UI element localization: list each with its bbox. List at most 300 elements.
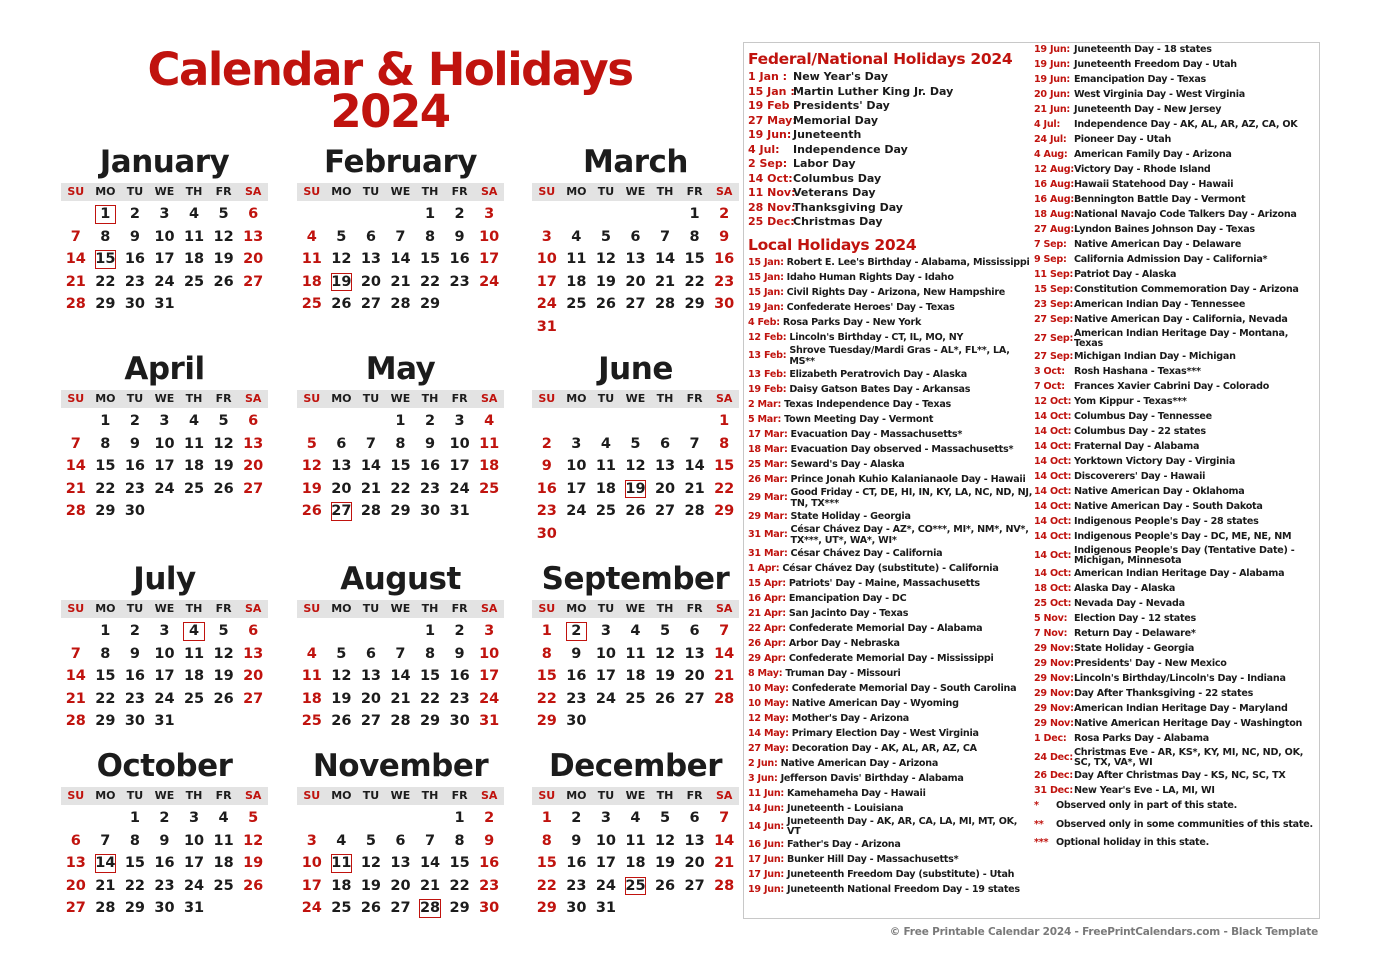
holiday-day-cell: 28 <box>415 897 445 920</box>
day-cell: 12 <box>213 645 234 662</box>
day-cell: 4 <box>218 810 229 826</box>
empty-cell <box>61 807 91 830</box>
day-cell: 5 <box>218 413 229 429</box>
holiday-name: American Indian Heritage Day - Alabama <box>1074 568 1285 580</box>
holiday-name: Juneteenth Freedom Day - Utah <box>1074 59 1237 71</box>
weekday-label: WE <box>625 185 646 198</box>
holiday-date: 14 Oct: <box>1034 441 1072 453</box>
day-cell: 6 <box>248 623 259 639</box>
holiday-date: 16 Jun: <box>748 838 785 850</box>
holiday-date: 27 May: <box>748 113 797 127</box>
holiday-date: 11 Jun: <box>748 787 785 799</box>
day-cell: 3 <box>541 228 552 245</box>
day-cell: 19 <box>654 668 676 685</box>
day-cell: 28 <box>714 690 735 707</box>
day-cell: 27 <box>684 690 705 707</box>
weekday-label: SA <box>715 185 733 198</box>
holiday-date: 15 Jan: <box>748 271 784 283</box>
holiday-date: 17 Jun: <box>748 868 785 880</box>
holiday-date: 11 Nov: <box>748 186 796 199</box>
day-cell: 11 <box>183 645 205 662</box>
holiday-row <box>748 428 1033 443</box>
holiday-date: 25 Mar: <box>748 458 788 470</box>
day-cell: 3 <box>159 206 170 222</box>
holiday-row <box>1034 627 1318 642</box>
day-cell: 13 <box>684 832 705 849</box>
empty-cell <box>591 203 621 226</box>
holiday-day-cell: 19 <box>621 478 651 501</box>
holiday-name: Indigenous People's Day - DC, ME, NE, NM <box>1074 531 1292 543</box>
day-cell: 12 <box>301 458 322 475</box>
day-cell: 30 <box>124 296 145 313</box>
holiday-row <box>1034 485 1318 500</box>
empty-cell <box>61 620 91 643</box>
day-cell: 27 <box>684 877 705 894</box>
holiday-row <box>748 577 1033 592</box>
day-cell: 13 <box>65 855 86 872</box>
holiday-column-left <box>748 48 1033 898</box>
day-cell: 22 <box>419 690 441 707</box>
day-cell: 17 <box>595 855 616 872</box>
holiday-name: Independence Day <box>793 142 908 156</box>
holiday-row <box>748 346 1033 368</box>
holiday-name: Columbus Day - Tennessee <box>1074 411 1212 423</box>
holiday-name: Emancipation Day - DC <box>788 592 907 604</box>
holiday-date: 19 Feb: <box>748 383 787 395</box>
holiday-name: American Indian Heritage Day - Maryland <box>1074 703 1288 715</box>
day-grid <box>297 410 504 523</box>
holiday-name: Bennington Battle Day - Vermont <box>1074 194 1246 206</box>
holiday-name: Return Day - Delaware* <box>1074 628 1196 640</box>
holiday-date: 29 Mar: <box>748 510 788 522</box>
day-cell: 22 <box>714 480 735 497</box>
day-cell: 18 <box>183 668 205 685</box>
day-cell: 23 <box>154 877 175 894</box>
holiday-day-cell: 11 <box>327 852 357 875</box>
day-cell: 21 <box>684 480 705 497</box>
holiday-name: Native American Day - Oklahoma <box>1074 486 1245 498</box>
holiday-row <box>1034 118 1318 133</box>
holiday-day-cell: 4 <box>179 620 209 643</box>
empty-cell <box>386 807 416 830</box>
weekday-label: TU <box>362 789 380 802</box>
day-cell: 4 <box>600 435 611 452</box>
day-cell: 9 <box>454 228 465 245</box>
day-cell: 15 <box>449 855 470 872</box>
day-cell: 1 <box>100 623 111 639</box>
local-holidays-title: Local Holidays 2024 <box>748 235 917 254</box>
weekday-label: FR <box>686 392 703 405</box>
day-cell: 7 <box>719 810 730 826</box>
day-cell: 26 <box>654 877 676 894</box>
weekday-label: MO <box>566 185 587 198</box>
day-cell: 1 <box>541 623 552 639</box>
holiday-row <box>748 488 1033 510</box>
holiday-row <box>1034 328 1318 350</box>
weekday-label: FR <box>451 185 468 198</box>
day-cell: 12 <box>213 435 234 452</box>
day-cell: 15 <box>536 668 557 685</box>
holiday-name: Yorktown Victory Day - Virginia <box>1074 456 1236 468</box>
day-cell: 22 <box>536 877 557 894</box>
weekday-label: MO <box>95 789 116 802</box>
weekday-label: SU <box>67 185 85 198</box>
day-cell: 15 <box>390 458 411 475</box>
weekday-label: SA <box>244 602 262 615</box>
day-cell: 30 <box>479 900 500 917</box>
holiday-date: 4 Jul: <box>748 142 780 156</box>
holiday-row <box>748 331 1033 346</box>
day-cell: 13 <box>625 251 646 268</box>
day-cell: 6 <box>689 623 700 639</box>
holiday-name: Presidents' Day - New Mexico <box>1074 658 1227 670</box>
holiday-name: American Indian Heritage Day - Montana, Texas <box>1074 327 1289 349</box>
day-cell: 22 <box>390 480 411 497</box>
holiday-row <box>1034 238 1318 253</box>
month-august <box>297 560 504 733</box>
day-cell: 17 <box>449 458 470 475</box>
weekday-label: WE <box>390 392 411 405</box>
holiday-name: Yom Kippur - Texas*** <box>1074 396 1187 408</box>
month-name: November <box>312 748 489 784</box>
holiday-row <box>748 186 1033 201</box>
day-cell: 6 <box>336 435 347 452</box>
holiday-name: Evacuation Day observed - Massachusetts* <box>790 443 1014 455</box>
holiday-date: 17 Mar: <box>748 428 788 440</box>
day-cell: 11 <box>625 645 646 662</box>
day-cell: 25 <box>331 900 352 917</box>
holiday-date: 2 Mar: <box>748 398 782 410</box>
month-name: January <box>99 144 230 180</box>
day-cell: 14 <box>419 855 441 872</box>
day-cell: 11 <box>566 251 587 268</box>
holiday-name: Christmas Eve - AR, KS*, KY, MI, NC, ND, OK, SC, TX, VA*, WI <box>1074 746 1304 768</box>
day-cell: 20 <box>625 273 646 290</box>
holiday-row <box>1034 350 1318 365</box>
holiday-name: Native American Day - Wyoming <box>791 697 959 709</box>
weekday-label: WE <box>154 392 175 405</box>
holiday-date: 16 Apr: <box>748 592 786 604</box>
holiday-name: Elizabeth Peratrovich Day - Alaska <box>789 368 968 380</box>
day-cell: 29 <box>536 713 557 730</box>
holiday-date: 31 Mar: <box>748 529 788 541</box>
day-cell: 21 <box>419 877 441 894</box>
page-title: Calendar & Holidays <box>147 43 633 96</box>
month-july <box>61 560 268 733</box>
day-cell: 19 <box>331 690 352 707</box>
holiday-row <box>1034 470 1318 485</box>
day-cell: 28 <box>390 296 411 313</box>
holiday-row <box>748 883 1033 898</box>
holiday-row <box>1034 702 1318 717</box>
empty-cell <box>386 203 416 226</box>
day-cell: 6 <box>659 435 671 452</box>
day-cell: 31 <box>536 318 557 335</box>
day-cell: 13 <box>331 458 352 475</box>
holiday-name: Mother's Day - Arizona <box>791 712 910 724</box>
day-cell: 6 <box>395 832 406 849</box>
day-cell: 30 <box>154 900 175 917</box>
holiday-name: Presidents' Day <box>793 99 890 112</box>
day-cell: 21 <box>654 273 676 290</box>
holiday-row <box>748 817 1033 838</box>
day-cell: 10 <box>449 435 470 452</box>
day-cell: 13 <box>243 228 264 245</box>
day-cell: 13 <box>390 855 411 872</box>
holiday-row <box>1034 687 1318 702</box>
weekday-header <box>61 600 268 618</box>
day-cell: 24 <box>154 690 175 707</box>
holiday-row <box>748 256 1033 271</box>
month-november <box>297 747 504 920</box>
weekday-label: FR <box>215 185 232 198</box>
empty-cell <box>591 410 621 433</box>
holiday-name: Kamehameha Day - Hawaii <box>787 787 926 799</box>
day-cell: 6 <box>248 413 259 429</box>
weekday-label: WE <box>390 185 411 198</box>
day-cell: 24 <box>595 690 616 707</box>
weekday-header <box>61 787 268 805</box>
day-cell: 10 <box>595 645 616 662</box>
weekday-label: SA <box>480 185 498 198</box>
day-cell: 23 <box>536 503 557 520</box>
weekday-label: WE <box>390 602 411 615</box>
day-cell: 8 <box>541 832 552 849</box>
day-cell: 6 <box>70 832 81 849</box>
day-cell: 23 <box>449 690 470 707</box>
weekday-label: SU <box>303 392 321 405</box>
day-cell: 7 <box>100 832 111 849</box>
holiday-day-cell: 19 <box>327 271 357 294</box>
holiday-row <box>748 286 1033 301</box>
day-cell: 17 <box>479 251 500 268</box>
day-cell: 11 <box>183 435 205 452</box>
weekday-label: MO <box>566 602 587 615</box>
day-cell: 25 <box>595 503 616 520</box>
day-cell: 7 <box>719 623 730 639</box>
holiday-name: Nevada Day - Nevada <box>1074 598 1185 610</box>
holiday-name: Memorial Day <box>793 113 879 127</box>
day-cell: 9 <box>454 645 465 662</box>
day-cell: 2 <box>454 623 465 639</box>
day-cell: 8 <box>100 228 111 245</box>
weekday-label: WE <box>154 185 175 198</box>
holiday-row <box>748 413 1033 428</box>
day-cell: 5 <box>218 623 229 639</box>
holiday-name: César Chávez Day - AZ*, CO***, MI*, NM*, NV*, TX***, UT*, WA*, WI* <box>790 524 1029 546</box>
day-cell: 2 <box>719 206 730 222</box>
holiday-name: Observed only in some communities of this state. <box>1056 818 1313 830</box>
day-cell: 16 <box>419 458 441 475</box>
day-cell: 8 <box>395 435 406 452</box>
day-cell: 17 <box>595 668 616 685</box>
day-cell: 22 <box>536 690 557 707</box>
holiday-date: 31 Mar: <box>748 547 788 559</box>
day-cell: 26 <box>654 690 676 707</box>
empty-cell <box>356 807 386 830</box>
weekday-label: FR <box>686 789 703 802</box>
day-cell: 23 <box>566 690 587 707</box>
day-cell: 12 <box>625 458 646 475</box>
holiday-row <box>1034 612 1318 627</box>
holiday-date: 14 Oct: <box>1034 516 1072 528</box>
weekday-label: WE <box>625 392 646 405</box>
day-cell: 3 <box>454 413 465 429</box>
month-december <box>532 747 739 920</box>
day-cell: 20 <box>243 251 264 268</box>
day-cell: 14 <box>684 458 705 475</box>
day-cell: 4 <box>571 228 582 245</box>
day-cell: 17 <box>566 480 587 497</box>
weekday-label: TU <box>362 602 380 615</box>
holiday-row <box>748 458 1033 473</box>
month-name: April <box>124 351 205 387</box>
holiday-row <box>1034 597 1318 612</box>
holiday-name: National Navajo Code Talkers Day - Arizona <box>1074 209 1297 221</box>
holiday-date: * <box>1034 800 1039 812</box>
day-cell: 7 <box>395 645 406 662</box>
holiday-row <box>1034 672 1318 687</box>
holiday-date: 26 Dec: <box>1034 770 1073 782</box>
day-grid <box>532 203 739 339</box>
day-cell: 4 <box>484 413 495 429</box>
empty-cell <box>356 410 386 433</box>
day-cell: 22 <box>124 877 145 894</box>
holiday-name: Day After Thanksgiving - 22 states <box>1074 688 1254 700</box>
empty-cell <box>415 807 445 830</box>
day-cell: 15 <box>95 458 116 475</box>
day-cell: 19 <box>360 877 381 894</box>
weekday-label: SU <box>538 789 556 802</box>
weekday-label: MO <box>95 185 116 198</box>
holiday-row <box>1034 657 1318 672</box>
day-cell: 2 <box>541 435 552 452</box>
day-cell: 31 <box>595 900 616 917</box>
holiday-name: New Year's Eve - LA, MI, WI <box>1074 785 1215 797</box>
holiday-date: 29 Mar: <box>748 492 788 504</box>
holiday-date: 29 Apr: <box>748 652 786 664</box>
holiday-name: Jefferson Davis' Birthday - Alabama <box>780 772 964 784</box>
holiday-date: 15 Jan: <box>748 256 784 268</box>
footnotes <box>1034 799 1318 851</box>
holiday-date: 12 Oct: <box>1034 396 1072 408</box>
holiday-row <box>748 271 1033 286</box>
day-cell: 2 <box>129 206 140 222</box>
holiday-row <box>748 772 1033 787</box>
holiday-name: Confederate Memorial Day - Alabama <box>788 622 983 634</box>
day-cell: 30 <box>714 296 735 313</box>
weekday-label: FR <box>215 392 232 405</box>
holiday-date: *** <box>1034 837 1049 849</box>
day-cell: 22 <box>95 273 116 290</box>
holiday-date: 4 Jul: <box>1034 119 1061 131</box>
day-cell: 1 <box>129 810 140 826</box>
weekday-label: FR <box>215 602 232 615</box>
day-cell: 3 <box>159 413 170 429</box>
day-cell: 9 <box>129 435 140 452</box>
weekday-label: TH <box>656 789 674 802</box>
holiday-row <box>1034 365 1318 380</box>
weekday-label: FR <box>686 185 703 198</box>
empty-cell <box>327 410 357 433</box>
holiday-date: 29 Nov: <box>1034 658 1074 670</box>
holiday-name: Alaska Day - Alaska <box>1074 583 1176 595</box>
holiday-row <box>748 368 1033 383</box>
weekday-header <box>297 600 504 618</box>
holiday-row <box>1034 283 1318 298</box>
day-cell: 12 <box>331 668 352 685</box>
day-cell: 3 <box>571 435 582 452</box>
empty-cell <box>61 203 91 226</box>
holiday-row <box>748 510 1033 525</box>
holiday-date: 31 Dec: <box>1034 785 1073 797</box>
day-cell: 1 <box>395 413 406 429</box>
day-cell: 15 <box>124 855 145 872</box>
day-cell: 14 <box>654 251 676 268</box>
day-grid <box>532 410 739 546</box>
holiday-row <box>1034 313 1318 328</box>
day-cell: 9 <box>159 832 170 849</box>
day-cell: 20 <box>65 877 86 894</box>
day-cell: 19 <box>301 480 322 497</box>
empty-cell <box>297 620 327 643</box>
holiday-date: 15 Apr: <box>748 577 786 589</box>
holiday-name: Civil Rights Day - Arizona, New Hampshire <box>786 286 1006 298</box>
holiday-row <box>1034 410 1318 425</box>
weekday-header <box>532 390 739 408</box>
day-cell: 29 <box>95 503 116 520</box>
holiday-name: State Holiday - Georgia <box>790 510 911 522</box>
holiday-row <box>1034 103 1318 118</box>
empty-cell <box>532 203 562 226</box>
holiday-date: 12 Aug: <box>1034 164 1074 176</box>
day-cell: 25 <box>183 273 205 290</box>
day-cell: 11 <box>301 251 322 268</box>
holiday-row <box>748 157 1033 172</box>
holiday-date: 23 Sep: <box>1034 299 1074 311</box>
day-cell: 10 <box>566 458 587 475</box>
holiday-column-right <box>1034 43 1318 851</box>
day-cell: 3 <box>484 623 495 639</box>
holiday-date: 20 Jun: <box>1034 89 1071 101</box>
weekday-label: SU <box>538 185 556 198</box>
day-cell: 26 <box>301 503 322 520</box>
holiday-date: 14 Oct: <box>1034 471 1072 483</box>
weekday-label: MO <box>331 602 352 615</box>
holiday-name: Optional holiday in this state. <box>1056 837 1210 849</box>
holiday-row <box>748 682 1033 697</box>
holiday-row <box>1034 440 1318 455</box>
holiday-row <box>748 172 1033 187</box>
day-cell: 27 <box>390 900 411 917</box>
day-cell: 18 <box>183 458 205 475</box>
holiday-date: 14 Oct: <box>1034 549 1072 561</box>
holiday-name: Frances Xavier Cabrini Day - Colorado <box>1074 381 1270 393</box>
day-cell: 24 <box>154 273 175 290</box>
holiday-name: Texas Independence Day - Texas <box>784 398 952 410</box>
weekday-label: SA <box>244 185 262 198</box>
day-cell: 25 <box>301 713 322 730</box>
holiday-name: California Admission Day - California* <box>1074 254 1268 266</box>
holiday-name: Thanksgiving Day <box>793 200 903 214</box>
day-cell: 20 <box>390 877 411 894</box>
day-cell: 14 <box>390 251 411 268</box>
day-cell: 12 <box>213 228 234 245</box>
day-cell: 24 <box>566 503 587 520</box>
holiday-row <box>1034 642 1318 657</box>
day-cell: 6 <box>365 645 376 662</box>
month-name: July <box>133 561 196 597</box>
